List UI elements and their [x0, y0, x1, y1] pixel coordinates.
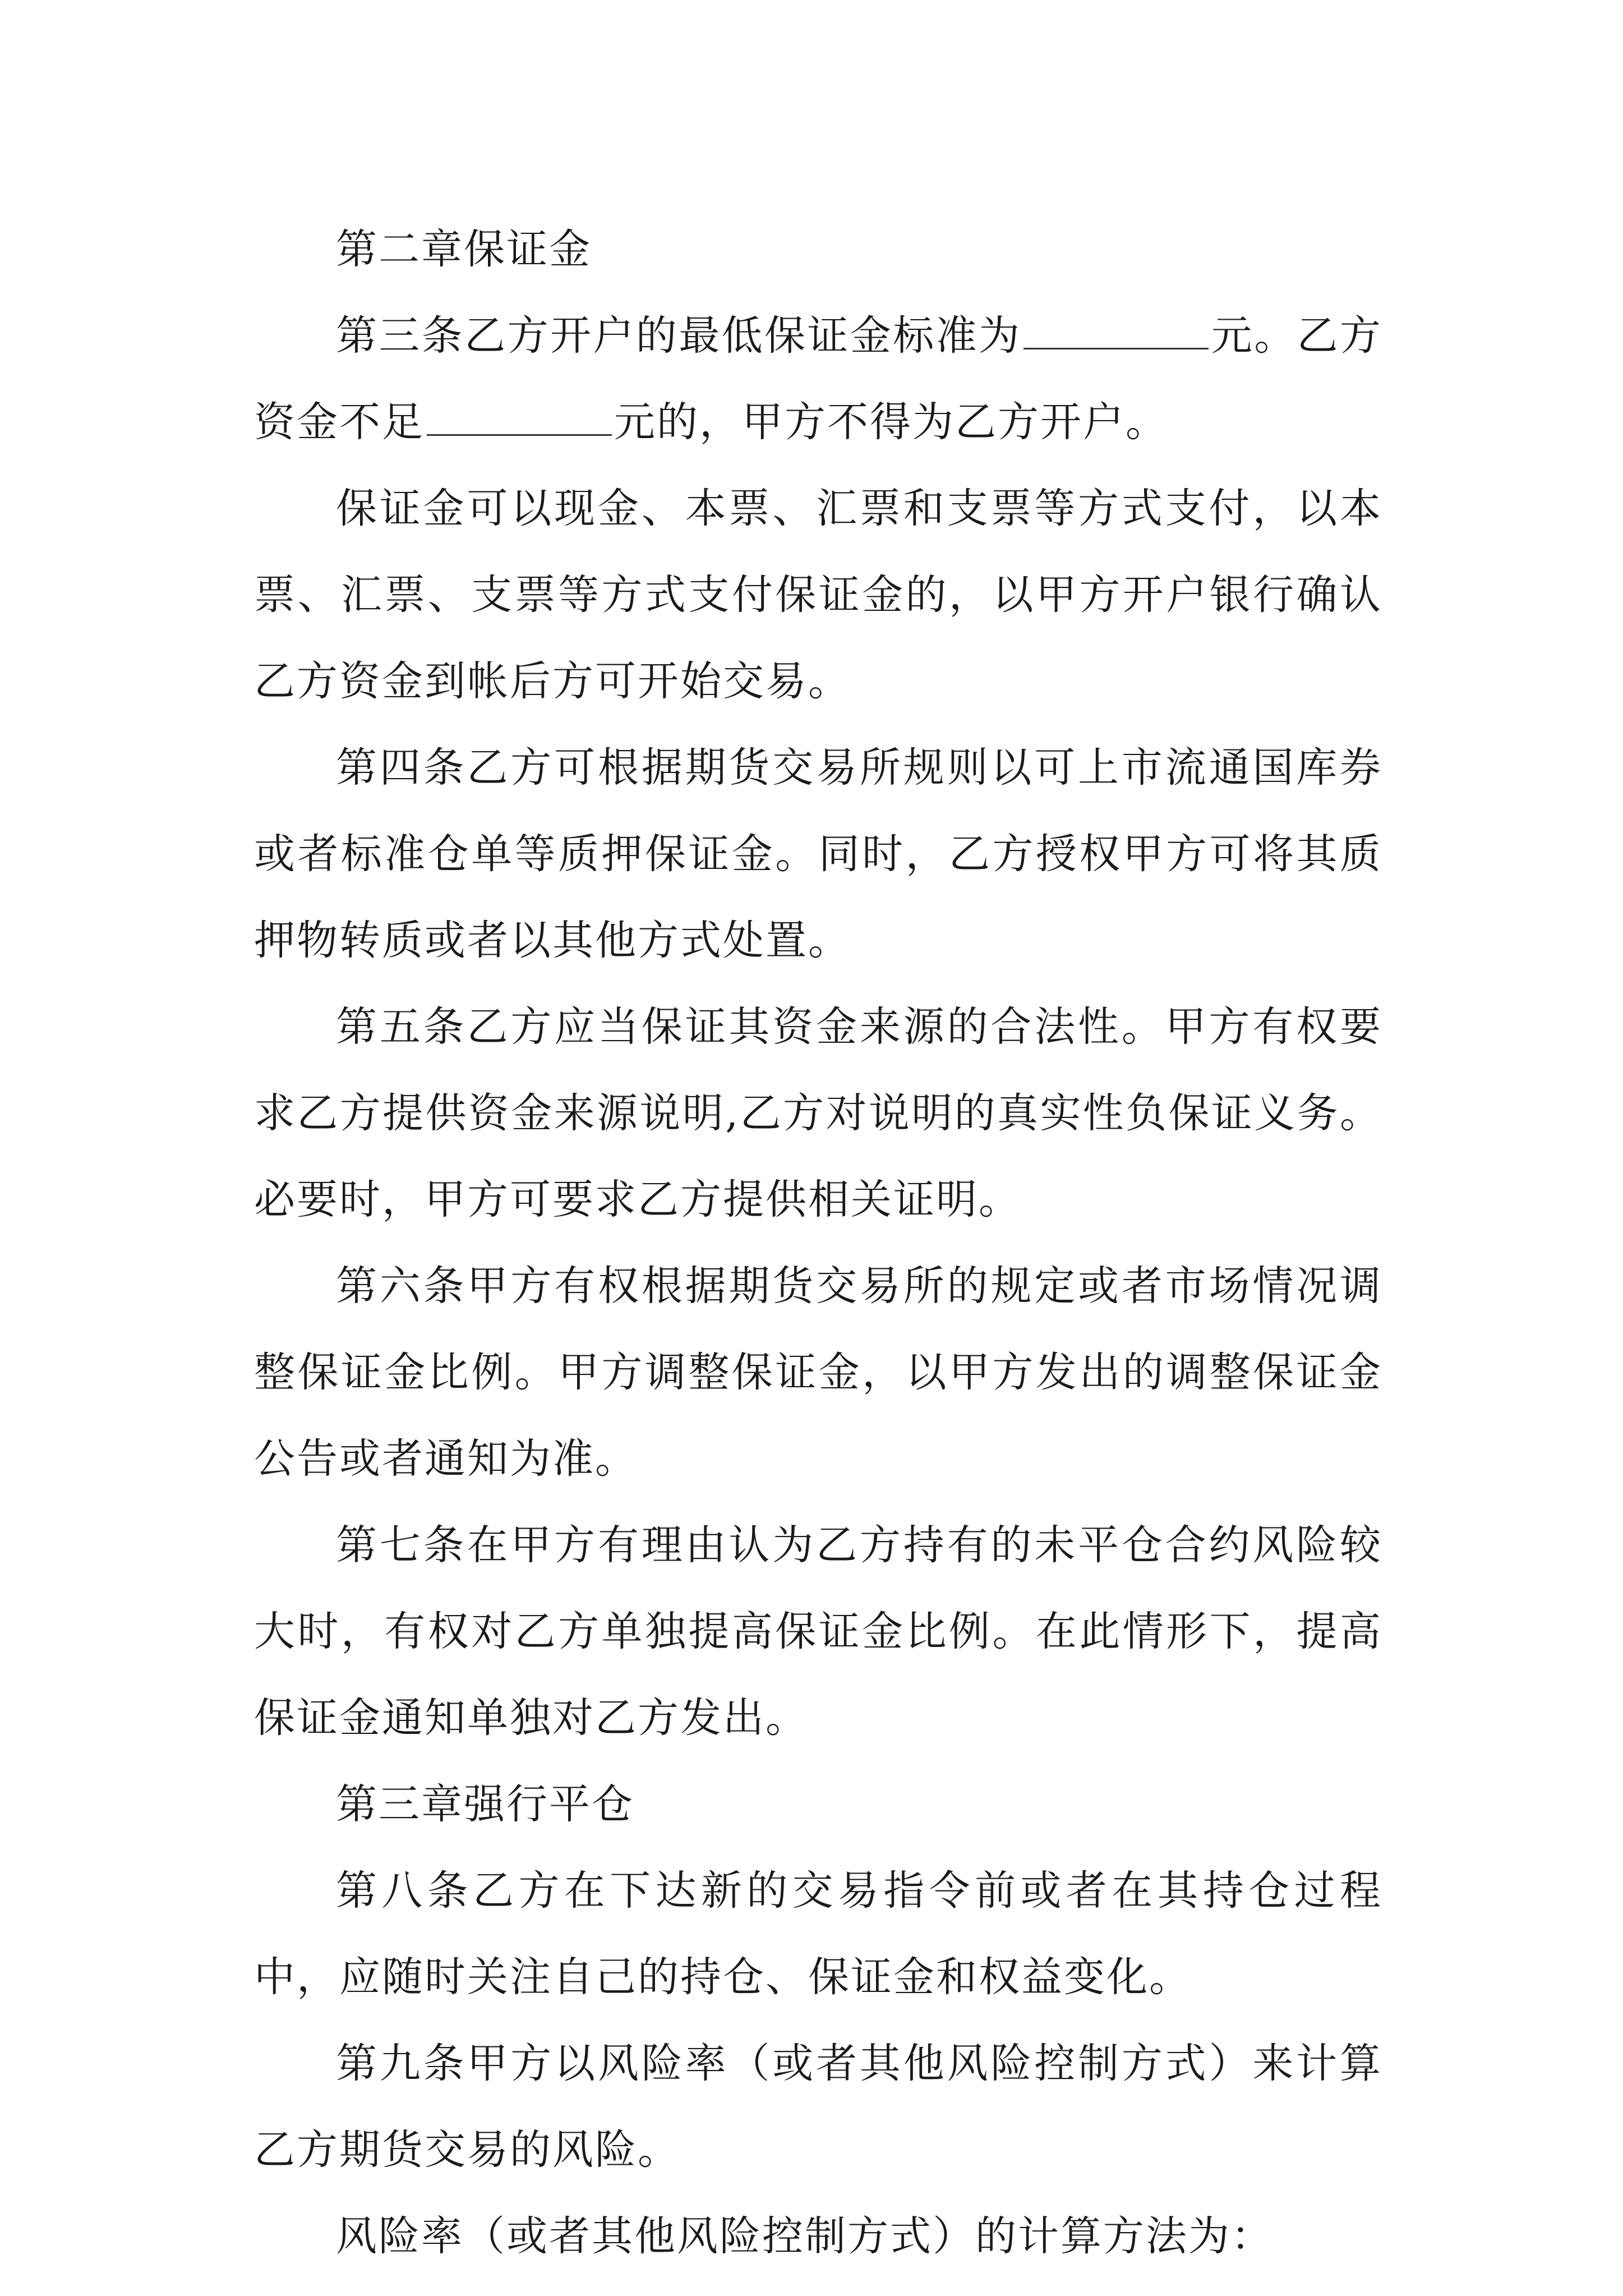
article-8: 第八条乙方在下达新的交易指令前或者在其持仓过程中，应随时关注自己的持仓、保证金和权益变化。: [254, 1867, 1382, 2001]
minimum-margin-blank: [1023, 314, 1209, 349]
article-4: 第四条乙方可根据期货交易所规则以可上市流通国库券或者标准仓单等质押保证金。同时，乙方授权甲方可将其质押物转质或者以其他方式处置。: [254, 744, 1382, 964]
article-5: 第五条乙方应当保证其资金来源的合法性。甲方有权要求乙方提供资金来源说明,乙方对说明的真实性负保证义务。必要时，甲方可要求乙方提供相关证明。: [254, 1003, 1382, 1223]
article-3-text-1: 第三条乙方开户的最低保证金标准为: [336, 312, 1022, 360]
article-9: 第九条甲方以风险率（或者其他风险控制方式）来计算乙方期货交易的风险。: [254, 2040, 1382, 2174]
chapter-3-heading: 第三章强行平仓: [336, 1780, 634, 1828]
article-3-text-3: 元的，甲方不得为乙方开户。: [614, 398, 1168, 446]
article-3-paragraph-2: 保证金可以现金、本票、汇票和支票等方式支付，以本票、汇票、支票等方式支付保证金的，以甲方开户银行确认乙方资金到帐后方可开始交易。: [254, 485, 1382, 705]
article-9-paragraph-2: 风险率（或者其他风险控制方式）的计算方法为：: [336, 2212, 1274, 2260]
article-3-text-2: 元。乙方资金不足: [254, 312, 1383, 446]
article-7: 第七条在甲方有理由认为乙方持有的未平仓合约风险较大时，有权对乙方单独提高保证金比例。在此情形下，提高保证金通知单独对乙方发出。: [254, 1521, 1382, 1742]
chapter-2-heading: 第二章保证金: [336, 226, 592, 273]
article-6: 第六条甲方有权根据期货交易所的规定或者市场情况调整保证金比例。甲方调整保证金，以甲方发出的调整保证金公告或者通知为准。: [254, 1262, 1382, 1483]
document-body: [254, 206, 1382, 2280]
article-3: [254, 293, 1382, 466]
insufficient-funds-blank: [427, 401, 612, 436]
